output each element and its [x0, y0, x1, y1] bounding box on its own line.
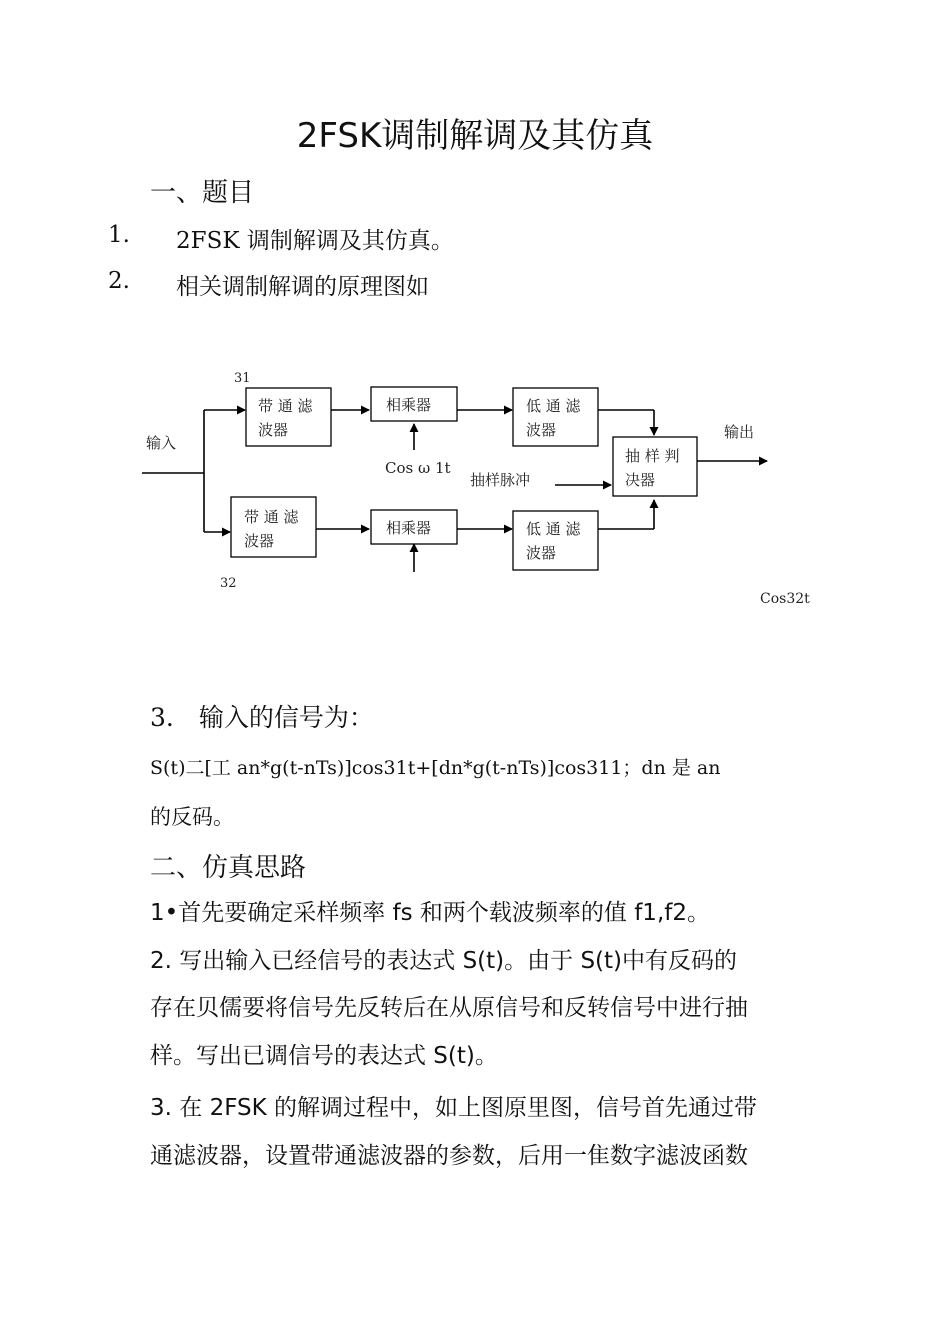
block-label: 相乘器 — [386, 396, 432, 414]
block-label: 相乘器 — [386, 519, 432, 537]
paragraph-line: 3. 在 2FSK 的解调过程中，如上图原里图，信号首先通过带 — [150, 1095, 758, 1121]
document-title: 2FSK调制解调及其仿真 — [296, 116, 654, 156]
paragraph-line: 样。写出已调信号的表达式 S(t)。 — [150, 1043, 498, 1069]
block-label: 抽 样 判 — [625, 447, 680, 465]
block-label: 低 通 滤 — [526, 520, 581, 538]
list-item-text: 相关调制解调的原理图如 — [176, 274, 429, 300]
input-label: 输入 — [146, 434, 177, 452]
block-label: 波器 — [526, 421, 557, 439]
block-label: 波器 — [244, 532, 275, 550]
signal-formula-continued: 的反码。 — [150, 805, 234, 829]
block-label: 决器 — [625, 471, 656, 489]
paragraph-line: 1•首先要确定采样频率 fs 和两个载波频率的值 f1,f2。 — [150, 900, 710, 926]
carrier-cos2-label: Cos32t — [760, 591, 810, 607]
output-label: 输出 — [724, 423, 755, 441]
block-label: 带 通 滤 — [258, 397, 313, 415]
signal-formula: S(t)二[工 an*g(t-nTs)]cos31t+[dn*g(t-nTs)]cos311；dn 是 an — [150, 757, 721, 779]
sampling-pulse-label: 抽样脉冲 — [470, 471, 531, 489]
block-label: 带 通 滤 — [244, 508, 299, 526]
section-heading-input-signal: 3. 输入的信号为： — [150, 703, 374, 732]
carrier-cos1-label: Cos ω 1t — [385, 459, 451, 477]
list-item-number: 2. — [108, 268, 130, 294]
omega1-label: 31 — [234, 371, 251, 386]
section-heading-simulation: 二、仿真思路 — [150, 853, 307, 883]
block-label: 波器 — [258, 421, 289, 439]
paragraph-line: 2. 写出输入已经信号的表达式 S(t)。由于 S(t)中有反码的 — [150, 948, 738, 974]
list-item-text: 2FSK 调制解调及其仿真。 — [176, 228, 454, 254]
list-item-number: 1. — [108, 222, 130, 248]
block-label: 低 通 滤 — [526, 397, 581, 415]
block-label: 波器 — [526, 544, 557, 562]
2fsk-block-diagram — [140, 360, 820, 610]
paragraph-line: 通滤波器，设置带通滤波器的参数，后用一隹数字滤波函数 — [150, 1143, 748, 1169]
section-heading-topic: 一、题目 — [150, 178, 255, 208]
paragraph-line: 存在贝儒要将信号先反转后在从原信号和反转信号中进行抽 — [150, 995, 748, 1021]
omega2-label: 32 — [220, 576, 237, 591]
